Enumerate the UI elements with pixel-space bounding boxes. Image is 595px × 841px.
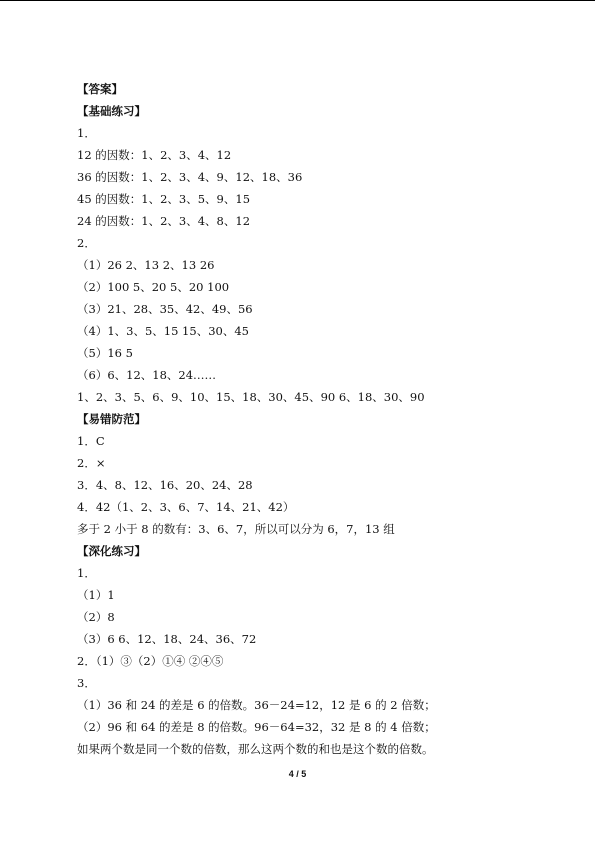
question-number: 2． [77,236,96,250]
answer-line: 如果两个数是同一个数的倍数，那么这两个数的和也是这个数的倍数。 [77,742,434,756]
question-number: 1． [77,126,96,140]
answer-line: 2．（1）③（2）①④ ②④⑤ [77,654,224,668]
answer-line: （1）26 2、13 2、13 26 [77,258,215,272]
section-heading-errors: 【易错防范】 [77,412,146,426]
answer-line: 36 的因数：1、2、3、4、9、12、18、36 [77,170,303,184]
section-heading-deepen: 【深化练习】 [77,544,146,558]
answer-line: （5）16 5 [77,346,133,360]
answer-line: 45 的因数：1、2、3、5、9、15 [77,192,251,206]
answer-line: 3．4、8、12、16、20、24、28 [77,478,253,492]
answer-line: （2）100 5、20 5、20 100 [77,280,230,294]
question-number: 1． [77,566,96,580]
answer-line: 2．× [77,456,106,470]
answer-line: 1、2、3、5、6、9、10、15、18、30、45、90 6、18、30、90 [77,390,425,404]
answer-line: （1）1 [77,588,115,602]
answer-line: （1）36 和 24 的差是 6 的倍数。36－24=12，12 是 6 的 2 倍数； [77,698,436,712]
answer-line: （6）6、12、18、24…… [77,368,217,382]
section-heading-basic: 【基础练习】 [77,104,146,118]
answer-line: （4）1、3、5、15 15、30、45 [77,324,249,338]
answer-line: 4．42（1、2、3、6、7、14、21、42） [77,500,295,514]
answer-line: （2）96 和 64 的差是 8 的倍数。96－64=32，32 是 8 的 4 倍数； [77,720,436,734]
answer-line: 24 的因数：1、2、3、4、8、12 [77,214,251,228]
answer-content [77,78,547,760]
page-number: 4 / 5 [288,769,307,779]
answer-line: 12 的因数：1、2、3、4、12 [77,148,232,162]
answer-heading: 【答案】 [77,82,123,96]
top-rule [0,0,595,1]
question-number: 3． [77,676,96,690]
answer-line: （3）21、28、35、42、49、56 [77,302,253,316]
answer-line: （2）8 [77,610,115,624]
answer-line: 1．C [77,434,105,448]
answer-line: （3）6 6、12、18、24、36、72 [77,632,257,646]
answer-line: 多于 2 小于 8 的数有：3、6、7，所以可以分为 6，7，13 组 [77,522,395,536]
